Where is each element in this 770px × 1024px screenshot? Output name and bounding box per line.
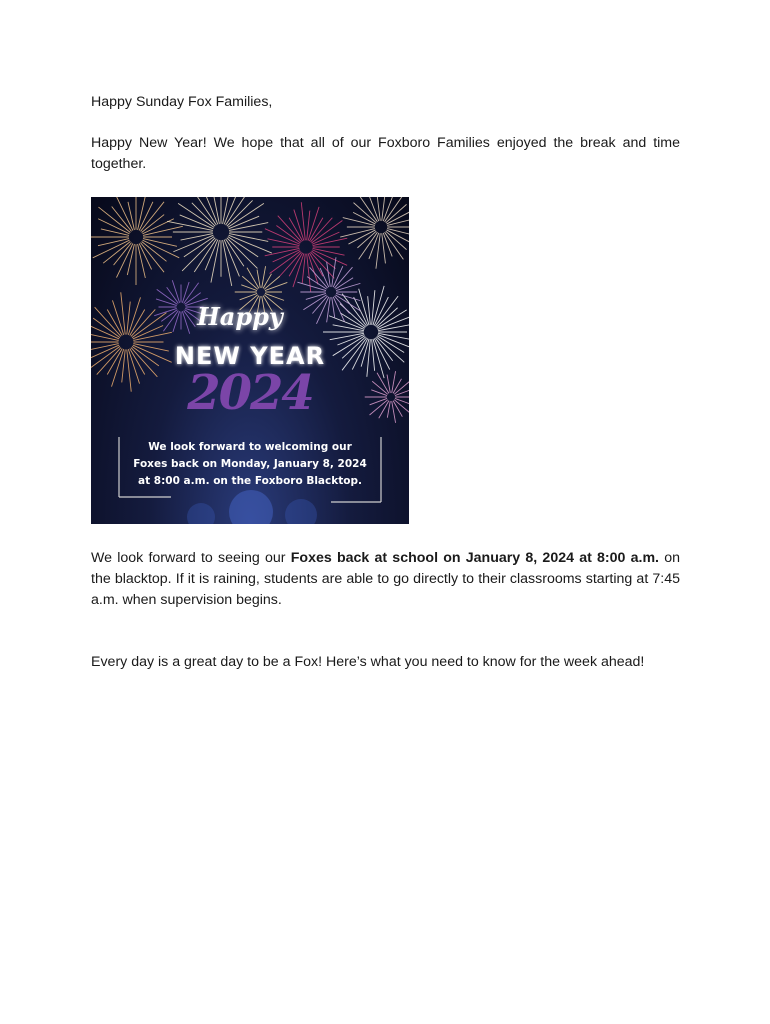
greeting-line: Happy Sunday Fox Families, bbox=[91, 94, 273, 110]
flyer-welcome-line: Foxes back on Monday, January 8, 2024 bbox=[133, 458, 367, 470]
flyer-welcome-line: We look forward to welcoming our bbox=[148, 441, 352, 453]
return-details-paragraph bbox=[91, 548, 680, 611]
intro-paragraph: Happy New Year! We hope that all of our Foxboro Families enjoyed the break and time together. bbox=[91, 135, 680, 172]
bokeh-light bbox=[285, 499, 317, 524]
flyer-welcome-line: at 8:00 a.m. on the Foxboro Blacktop. bbox=[138, 475, 362, 487]
firework-burst bbox=[167, 197, 272, 286]
new-year-flyer-image bbox=[91, 197, 409, 524]
flyer-year: 2024 bbox=[187, 365, 313, 421]
firework-burst bbox=[340, 197, 409, 269]
flyer-happy-script: Happy bbox=[197, 302, 283, 331]
bokeh-light bbox=[187, 503, 215, 524]
details-bold-date: Foxes back at school on January 8, 2024 at 8:00 a.m. bbox=[290, 550, 659, 566]
bokeh-light bbox=[229, 490, 273, 524]
details-text-end: on the blacktop. If it is raining, students are able to go directly to their classrooms starting at 7:45 a.m. when supervision begins. bbox=[91, 550, 680, 608]
flyer-headline: NEW YEAR bbox=[174, 342, 326, 370]
closing-paragraph: Every day is a great day to be a Fox! Here’s what you need to know for the week ahead! bbox=[91, 654, 645, 670]
details-text-start: We look forward to seeing our bbox=[91, 550, 291, 566]
flyer-welcome-message bbox=[91, 439, 409, 490]
firework-burst bbox=[91, 197, 183, 285]
